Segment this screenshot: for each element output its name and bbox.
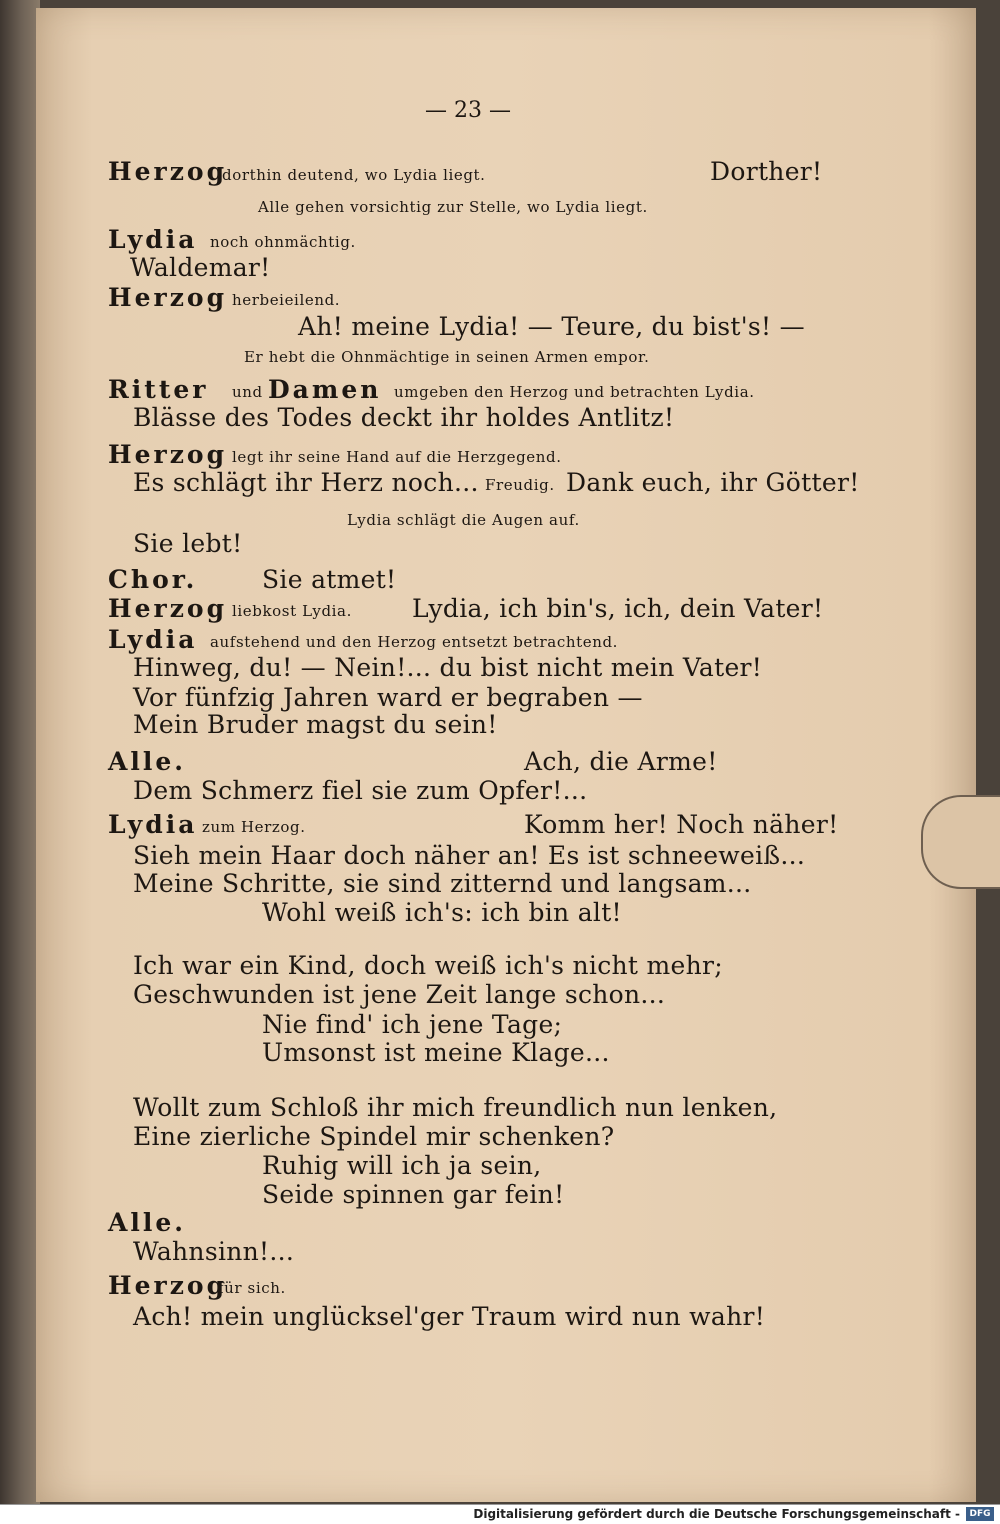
speaker-name: Herzog [108,1271,228,1300]
verse-line: Dem Schmerz fiel sie zum Opfer!... [133,776,588,805]
verse-line: Meine Schritte, sie sind zitternd und langsam... [133,869,752,898]
stage-direction: aufstehend und den Herzog entsetzt betrachtend. [210,633,619,651]
verse-line: Es schlägt ihr Herz noch... [133,468,479,497]
stage-direction: zum Herzog. [202,818,306,836]
speaker-name: Lydia [108,225,198,254]
verse-line: Nie find' ich jene Tage; [262,1010,563,1039]
stage-direction: Alle gehen vorsichtig zur Stelle, wo Lydia liegt. [258,198,648,216]
speaker-name: Damen [268,375,382,404]
stage-direction: herbeieilend. [232,291,341,309]
verse-line: Vor fünfzig Jahren ward er begraben — [133,683,643,712]
speaker-name: Lydia [108,625,198,654]
speaker-name: Herzog [108,440,228,469]
verse-line: Komm her! Noch näher! [524,810,839,839]
speaker-name: Herzog [108,594,228,623]
stage-direction: liebkost Lydia. [232,602,352,620]
funding-notice: Digitalisierung gefördert durch die Deutsche Forschungsgemeinschaft - [473,1507,960,1521]
speaker-name: Lydia [108,810,198,839]
speaker-name: Herzog [108,283,228,312]
page-number: — 23 — [425,98,511,123]
stage-direction: Freudig. [485,476,555,494]
verse-line: Dorther! [710,157,823,186]
verse-line: Sie atmet! [262,565,397,594]
verse-line: Seide spinnen gar fein! [262,1180,565,1209]
speaker-name: Chor. [108,565,198,594]
verse-line: Wahnsinn!... [133,1237,295,1266]
verse-line: Mein Bruder magst du sein! [133,710,498,739]
verse-line: Sie lebt! [133,529,243,558]
verse-line: Ach! mein unglücksel'ger Traum wird nun wahr! [133,1302,766,1331]
verse-line: Eine zierliche Spindel mir schenken? [133,1122,615,1151]
verse-line: Waldemar! [130,253,271,282]
verse-line: Blässe des Todes deckt ihr holdes Antlitz! [133,403,675,432]
page-clip-tab [921,795,1000,889]
book-spine [0,0,40,1510]
stage-direction: umgeben den Herzog und betrachten Lydia. [394,383,755,401]
stage-direction: legt ihr seine Hand auf die Herzgegend. [232,448,562,466]
stage-direction: Er hebt die Ohnmächtige in seinen Armen empor. [244,348,650,366]
verse-line: Sieh mein Haar doch näher an! Es ist schneeweiß... [133,841,806,870]
verse-line: Wohl weiß ich's: ich bin alt! [262,898,622,927]
verse-line: Hinweg, du! — Nein!... du bist nicht mein Vater! [133,653,763,682]
stage-direction: für sich. [218,1279,286,1297]
verse-line: Dank euch, ihr Götter! [566,468,860,497]
footer-bar [0,1504,1000,1524]
stage-direction: Lydia schlägt die Augen auf. [347,511,580,529]
verse-line: Wollt zum Schloß ihr mich freundlich nun lenken, [133,1093,778,1122]
verse-line: Geschwunden ist jene Zeit lange schon... [133,980,666,1009]
stage-direction: dorthin deutend, wo Lydia liegt. [222,166,486,184]
speaker-name: Alle. [108,1208,187,1237]
stage-direction: und [232,383,263,401]
speaker-name: Ritter [108,375,209,404]
stage-direction: noch ohnmächtig. [210,233,356,251]
verse-line: Ruhig will ich ja sein, [262,1151,542,1180]
dfg-logo: DFG [966,1507,994,1521]
verse-line: Ah! meine Lydia! — Teure, du bist's! — [298,312,805,341]
speaker-name: Alle. [108,747,187,776]
speaker-name: Herzog [108,157,228,186]
verse-line: Lydia, ich bin's, ich, dein Vater! [412,594,824,623]
verse-line: Umsonst ist meine Klage... [262,1038,610,1067]
verse-line: Ich war ein Kind, doch weiß ich's nicht mehr; [133,951,723,980]
verse-line: Ach, die Arme! [524,747,718,776]
